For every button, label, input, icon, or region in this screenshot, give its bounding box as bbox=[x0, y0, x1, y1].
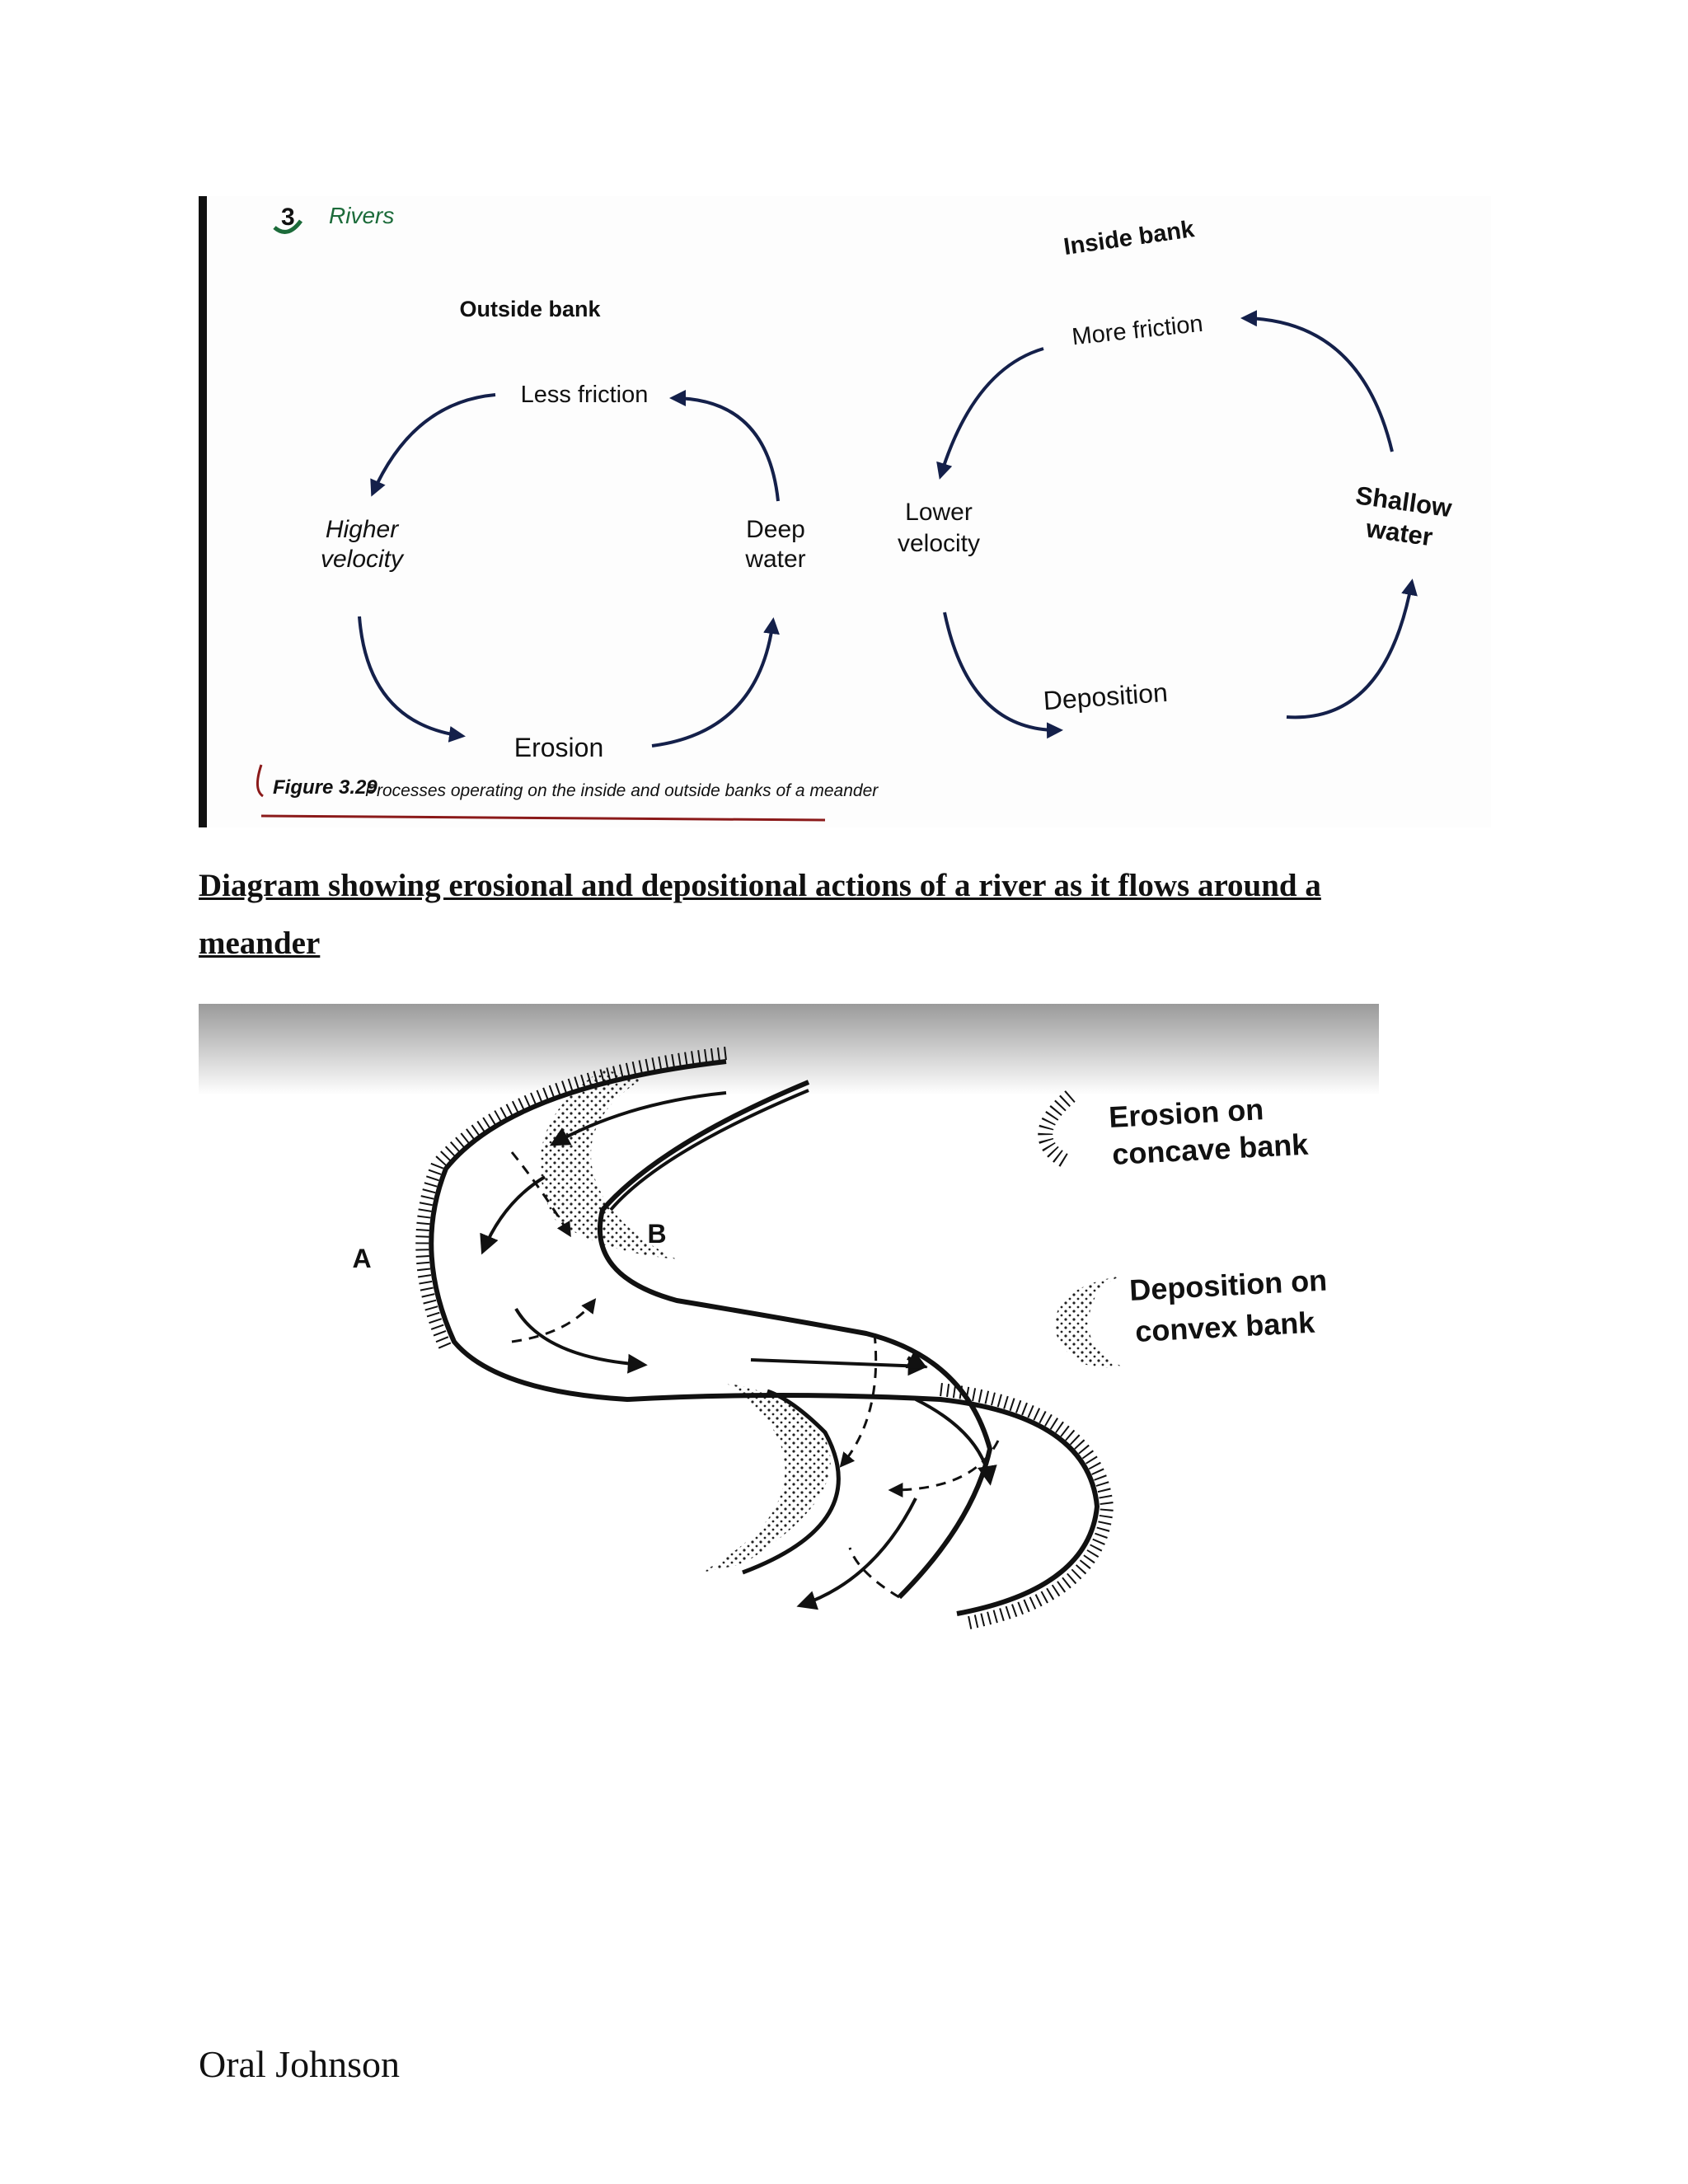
inside-bank-title: Inside bank bbox=[1062, 216, 1196, 261]
cycle-shallow-water: Shallowwater bbox=[1353, 480, 1454, 552]
arrow-friction-to-velocity bbox=[373, 395, 495, 494]
process-cycles-diagram bbox=[199, 196, 1491, 827]
chapter-title: Rivers bbox=[329, 203, 395, 228]
bank-label-b: B bbox=[647, 1219, 667, 1249]
figure-caption-label: Figure 3.29 bbox=[273, 776, 377, 799]
figure-caption-text: Processes operating on the inside and outside banks of a meander bbox=[365, 781, 879, 800]
cycle-deep-water: Deep water bbox=[745, 516, 806, 573]
scan-edge bbox=[199, 196, 207, 827]
arrow-deposition-to-shallow bbox=[1287, 582, 1412, 717]
footer-author: Oral Johnson bbox=[199, 2043, 401, 2085]
higher-velocity-label bbox=[321, 516, 405, 573]
legend-erosion-line2: concave bank bbox=[1111, 1127, 1310, 1171]
arrow-shallow-to-friction bbox=[1244, 318, 1392, 452]
meander-sketch bbox=[199, 1004, 1379, 1655]
diagram-heading: Diagram showing erosional and depositional actions of a river as it flows around a meander bbox=[199, 868, 1321, 961]
cycle-lower-velocity: Lower velocity bbox=[897, 499, 981, 557]
arrow-friction-to-lower bbox=[940, 349, 1043, 476]
shallow-water-label bbox=[1349, 480, 1454, 554]
arrow-lower-to-deposition bbox=[945, 612, 1060, 730]
cycle-less-friction: Less friction bbox=[520, 382, 649, 408]
caption-underline bbox=[261, 816, 825, 820]
arrow-erosion-to-deep bbox=[652, 621, 773, 746]
legend-deposition-line2: convex bank bbox=[1134, 1305, 1316, 1348]
arrow-deep-to-friction bbox=[673, 398, 778, 501]
caption-bracket bbox=[257, 765, 263, 796]
meander-diagram bbox=[199, 1004, 1379, 1655]
bank-label-a: A bbox=[352, 1244, 372, 1273]
arrow-velocity-to-erosion bbox=[359, 616, 462, 736]
lower-velocity-label bbox=[898, 499, 980, 557]
legend-deposition-line1: Deposition on bbox=[1128, 1263, 1329, 1307]
cycle-deposition: Deposition bbox=[1042, 677, 1169, 716]
legend-erosion-line1: Erosion on bbox=[1108, 1092, 1265, 1134]
cycle-more-friction: More friction bbox=[1071, 310, 1205, 351]
meander-process-figure bbox=[199, 196, 1491, 827]
cycle-higher-velocity: Higher velocity bbox=[320, 516, 404, 573]
chapter-number: 3 bbox=[281, 204, 295, 231]
outside-bank-title: Outside bank bbox=[459, 297, 601, 321]
cycle-erosion: Erosion bbox=[513, 733, 604, 762]
